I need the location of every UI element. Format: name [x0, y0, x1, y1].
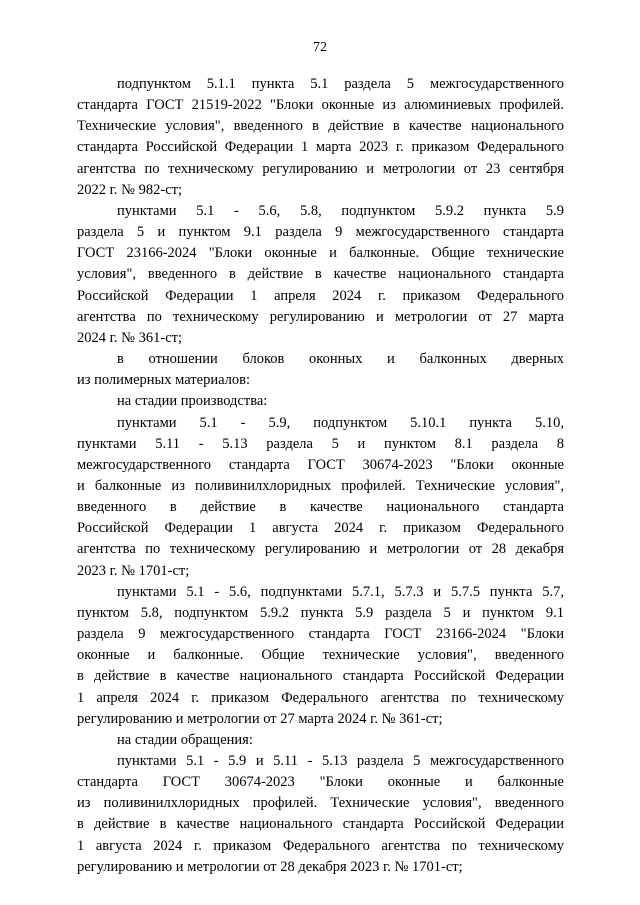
text-line: 1 апреля 2024 г. приказом Федерального агентства по техническому	[77, 689, 564, 706]
text-line: пунктами 5.1 - 5.9 и 5.11 - 5.13 раздела 5 межгосударственного	[117, 753, 564, 769]
paragraph	[77, 201, 564, 349]
paragraph	[77, 751, 564, 878]
text-line: ГОСТ 23166-2024 "Блоки оконные и балконные. Общие технические	[77, 245, 564, 262]
page-number: 72	[313, 40, 327, 55]
text-line: межгосударственного стандарта ГОСТ 30674-2023 "Блоки оконные	[77, 456, 564, 473]
text-line: раздела 5 и пунктом 9.1 раздела 9 межгосударственного стандарта	[77, 224, 564, 241]
text-line: стандарта Российской Федерации 1 марта 2023 г. приказом Федерального	[77, 139, 564, 156]
text-line: 1 августа 2024 г. приказом Федерального агентства по техническому	[77, 837, 564, 854]
paragraph	[77, 582, 564, 730]
text-line: регулированию и метрологии от 27 марта 2024 г. № 361-ст;	[77, 710, 443, 727]
text-line: пунктами 5.1 - 5.9, подпунктом 5.10.1 пункта 5.10,	[117, 414, 564, 431]
text-line: условия", введенного в действие в качестве национального стандарта	[77, 266, 564, 283]
text-line: агентства по техническому регулированию и метрологии от 27 марта	[77, 308, 564, 325]
text-line: агентства по техническому регулированию и метрологии от 28 декабря	[77, 541, 564, 558]
text-line: подпунктом 5.1.1 пункта 5.1 раздела 5 межгосударственного	[117, 76, 564, 92]
paragraph	[77, 391, 564, 412]
text-line: пунктами 5.1 - 5.6, подпунктами 5.7.1, 5.7.3 и 5.7.5 пункта 5.7,	[117, 583, 564, 600]
text-line: введенного в действие в качестве национального стандарта	[77, 499, 564, 516]
text-line: 2022 г. № 982-ст;	[77, 181, 183, 198]
text-line: на стадии обращения:	[117, 731, 253, 748]
text-line: из поливинилхлоридных профилей. Технические условия", введенного	[77, 795, 564, 812]
paragraph	[77, 74, 564, 201]
text-line: пунктом 5.8, подпунктом 5.9.2 пункта 5.9 раздела 5 и пунктом 9.1	[77, 604, 564, 621]
text-line: 2023 г. № 1701-ст;	[77, 562, 190, 579]
text-line: пунктами 5.1 - 5.6, 5.8, подпунктом 5.9.2 пункта 5.9	[117, 202, 564, 219]
paragraph	[77, 413, 564, 582]
text-line: в действие в качестве национального стандарта Российской Федерации	[77, 668, 564, 685]
text-line: из полимерных материалов:	[77, 372, 251, 389]
text-line: и балконные из поливинилхлоридных профилей. Технические условия",	[77, 477, 564, 494]
text-line: 2024 г. № 361-ст;	[77, 329, 183, 346]
text-line: Технические условия", введенного в действие в качестве национального	[77, 118, 564, 135]
document-body	[77, 74, 564, 878]
text-line: стандарта ГОСТ 30674-2023 "Блоки оконные и балконные	[77, 774, 564, 791]
text-line: Российской Федерации 1 августа 2024 г. приказом Федерального	[77, 520, 564, 537]
text-line: Российской Федерации 1 апреля 2024 г. приказом Федерального	[77, 287, 564, 304]
paragraph	[77, 349, 564, 391]
text-line: в отношении блоков оконных и балконных дверных	[117, 351, 564, 368]
text-line: в действие в качестве национального стандарта Российской Федерации	[77, 816, 564, 833]
text-line: раздела 9 межгосударственного стандарта ГОСТ 23166-2024 "Блоки	[77, 626, 564, 643]
text-line: регулированию и метрологии от 28 декабря 2023 г. № 1701-ст;	[77, 858, 463, 875]
text-line: оконные и балконные. Общие технические условия", введенного	[77, 647, 564, 664]
text-line: стандарта ГОСТ 21519-2022 "Блоки оконные из алюминиевых профилей.	[77, 97, 564, 114]
text-line: пунктами 5.11 - 5.13 раздела 5 и пунктом 8.1 раздела 8	[77, 435, 564, 452]
text-line: агентства по техническому регулированию и метрологии от 23 сентября	[77, 160, 564, 177]
text-line: на стадии производства:	[117, 393, 268, 410]
paragraph	[77, 730, 564, 751]
